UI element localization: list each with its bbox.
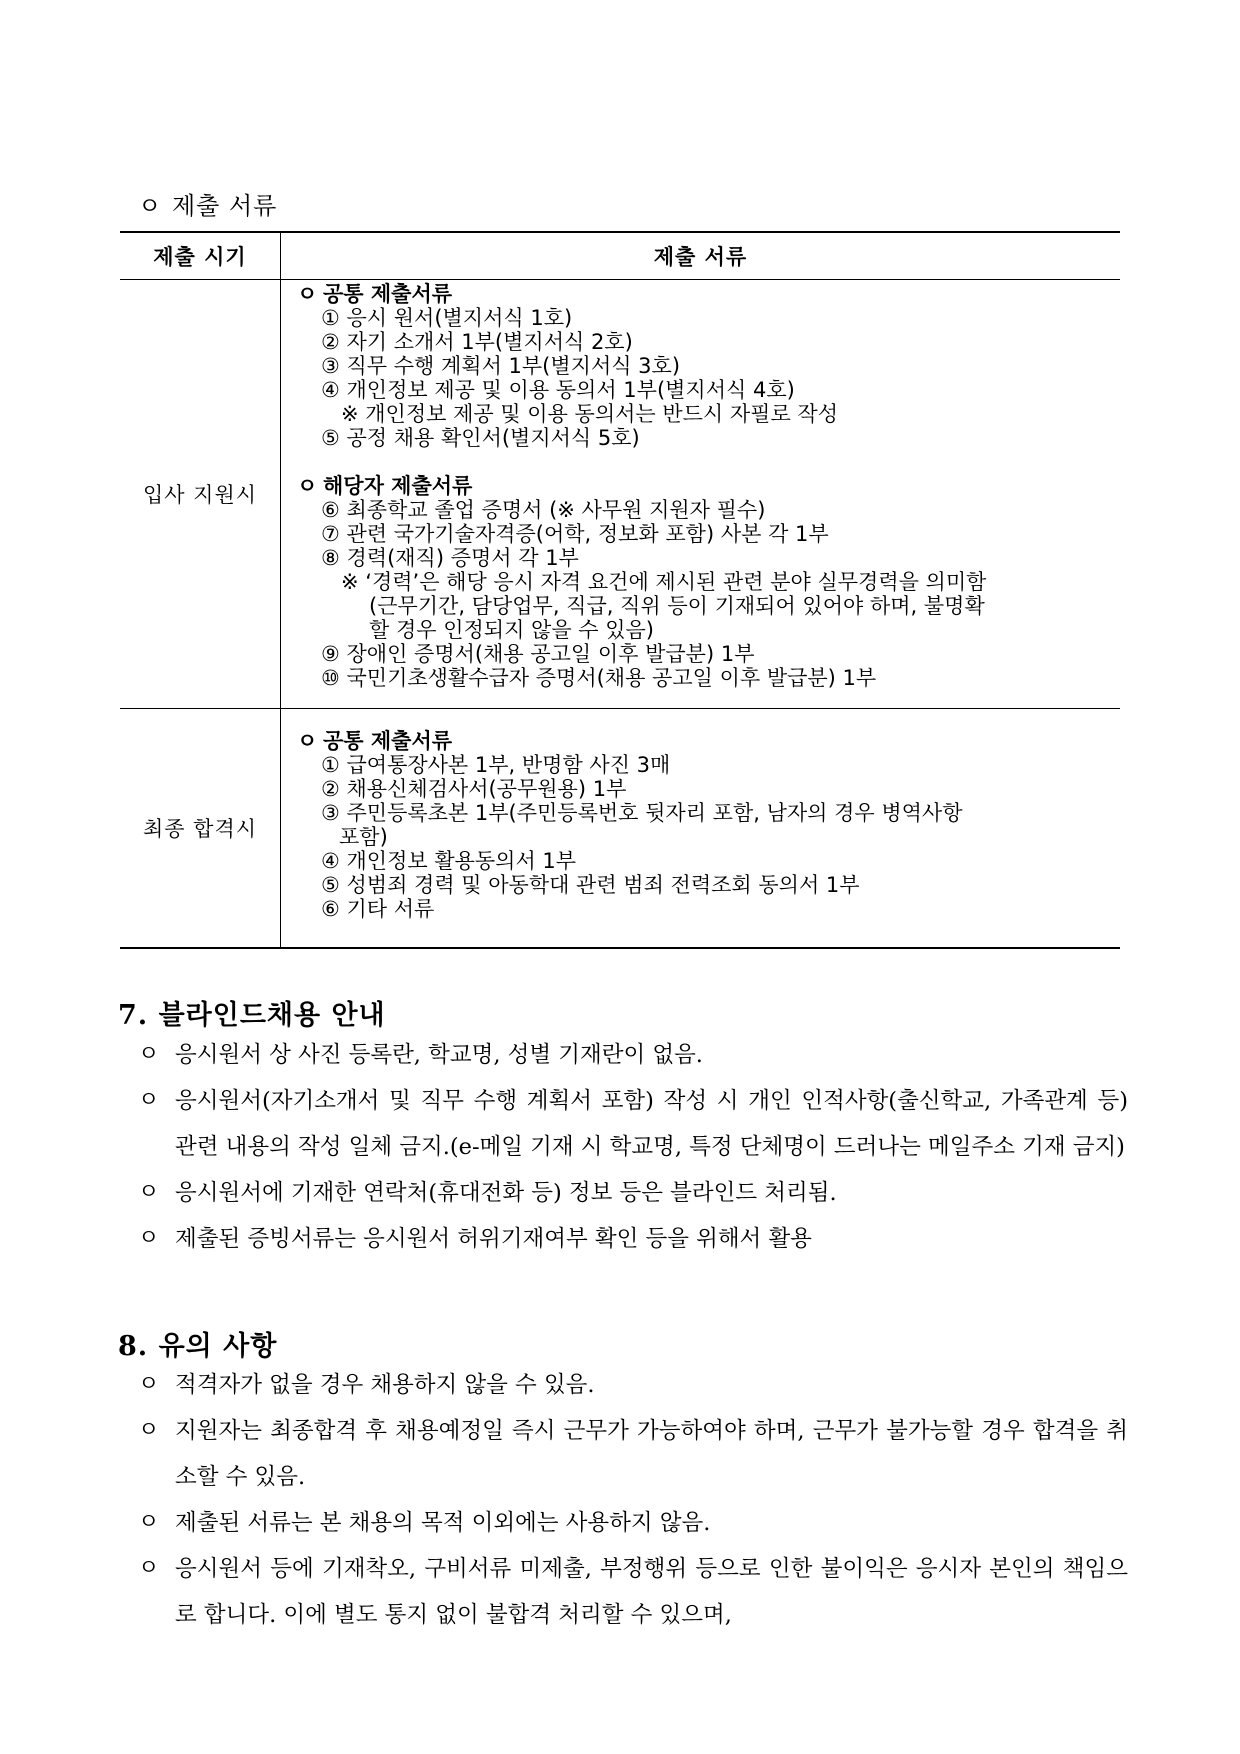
group-title-text: 해당자 제출서류 xyxy=(323,474,473,498)
table-row xyxy=(120,280,1120,709)
list-item: ㅇ 제출된 서류는 본 채용의 목적 이외에는 사용하지 않음. xyxy=(138,1500,1128,1546)
list-item: ⑦ 관련 국가기술자격증(어학, 정보화 포함) 사본 각 1부 xyxy=(321,522,829,546)
header-submission-time: 제출 시기 xyxy=(120,232,281,280)
group-title-text: 공통 제출서류 xyxy=(323,282,453,306)
circle-bullet-icon: ㅇ xyxy=(297,474,318,498)
list-item: ⑤ 공정 채용 확인서(별지서식 5호) xyxy=(321,426,640,450)
note-item: ※ ‘경력’은 해당 응시 자격 요건에 제시된 관련 분야 실무경력을 의미함 xyxy=(341,570,987,594)
group-title-common xyxy=(297,729,1112,753)
circle-bullet-icon: ㅇ xyxy=(138,1556,160,1581)
list-item: ⑥ 최종학교 졸업 증명서 (※ 사무원 지원자 필수) xyxy=(321,498,766,522)
list-item: ㅇ 적격자가 없을 경우 채용하지 않을 수 있음. xyxy=(138,1362,1128,1408)
list-item: ㅇ 응시원서 등에 기재착오, 구비서류 미제출, 부정행위 등으로 인한 불이익은 응시자 본인의 책임으로 합니다. 이에 별도 통지 없이 불합격 처리할 수 있으며, xyxy=(138,1546,1128,1638)
circle-bullet-icon: ㅇ xyxy=(138,1372,160,1397)
circle-bullet-icon: ㅇ xyxy=(138,1418,160,1443)
submission-docs-heading xyxy=(138,186,277,221)
circle-bullet-icon: ㅇ xyxy=(297,282,318,306)
group-title-conditional xyxy=(297,474,1112,498)
note-continuation: (근무기간, 담당업무, 직급, 직위 등이 기재되어 있어야 하며, 불명확 xyxy=(369,594,985,618)
table-row xyxy=(120,709,1120,949)
list-item: ③ 직무 수행 계획서 1부(별지서식 3호) xyxy=(321,354,681,378)
list-item: ㅇ 제출된 증빙서류는 응시원서 허위기재여부 확인 등을 위해서 활용 xyxy=(138,1216,1128,1262)
group-title-text: 공통 제출서류 xyxy=(323,729,453,753)
list-item: ② 채용신체검사서(공무원용) 1부 xyxy=(321,777,627,801)
row-documents-application xyxy=(281,280,1121,709)
header-submission-documents: 제출 서류 xyxy=(281,232,1121,280)
list-item: ⑩ 국민기초생활수급자 증명서(채용 공고일 이후 발급분) 1부 xyxy=(321,666,877,690)
list-item: ⑤ 성범죄 경력 및 아동학대 관련 범죄 전력조회 동의서 1부 xyxy=(321,873,860,897)
list-item: ① 급여통장사본 1부, 반명함 사진 3매 xyxy=(321,753,671,777)
list-item: ④ 개인정보 활용동의서 1부 xyxy=(321,849,577,873)
circle-bullet-icon: ㅇ xyxy=(138,1088,160,1113)
section-7-list xyxy=(138,1032,1128,1262)
list-item: ㅇ 응시원서에 기재한 연락처(휴대전화 등) 정보 등은 블라인드 처리됨. xyxy=(138,1170,1128,1216)
list-item: ⑨ 장애인 증명서(채용 공고일 이후 발급분) 1부 xyxy=(321,642,755,666)
section-7-title: 7. 블라인드채용 안내 xyxy=(118,1000,386,1031)
list-item: ㅇ 지원자는 최종합격 후 채용예정일 즉시 근무가 가능하여야 하며, 근무가 불가능할 경우 합격을 취소할 수 있음. xyxy=(138,1408,1128,1500)
list-item: ⑥ 기타 서류 xyxy=(321,897,435,921)
circle-bullet-icon: ㅇ xyxy=(138,1180,160,1205)
list-item: ① 응시 원서(별지서식 1호) xyxy=(321,306,573,330)
row-when-application: 입사 지원시 xyxy=(120,280,281,709)
list-item: ④ 개인정보 제공 및 이용 동의서 1부(별지서식 4호) xyxy=(321,378,795,402)
submission-documents-table xyxy=(120,231,1120,949)
list-item: ③ 주민등록초본 1부(주민등록번호 뒷자리 포함, 남자의 경우 병역사항 xyxy=(321,801,963,825)
list-item: ⑧ 경력(재직) 증명서 각 1부 xyxy=(321,546,579,570)
group-title-common xyxy=(297,282,1112,306)
note-item: ※ 개인정보 제공 및 이용 동의서는 반드시 자필로 작성 xyxy=(341,402,839,426)
circle-bullet-icon: ㅇ xyxy=(138,1226,160,1251)
list-item: ② 자기 소개서 1부(별지서식 2호) xyxy=(321,330,633,354)
submission-docs-label: 제출 서류 xyxy=(172,192,278,220)
row-when-final-pass: 최종 합격시 xyxy=(120,709,281,949)
list-item: ㅇ 응시원서 상 사진 등록란, 학교명, 성별 기재란이 없음. xyxy=(138,1032,1128,1078)
circle-bullet-icon: ㅇ xyxy=(138,1042,160,1067)
item-continuation: 포함) xyxy=(339,825,388,849)
section-8-title: 8. 유의 사항 xyxy=(118,1331,278,1362)
circle-bullet-icon: ㅇ xyxy=(138,192,163,220)
table-header-row xyxy=(120,232,1120,280)
note-continuation: 할 경우 인정되지 않을 수 있음) xyxy=(369,618,655,642)
circle-bullet-icon: ㅇ xyxy=(297,729,318,753)
section-8-list xyxy=(138,1362,1128,1638)
circle-bullet-icon: ㅇ xyxy=(138,1510,160,1535)
row-documents-final-pass xyxy=(281,709,1121,949)
list-item: ㅇ 응시원서(자기소개서 및 직무 수행 계획서 포함) 작성 시 개인 인적사항(출신학교, 가족관계 등) 관련 내용의 작성 일체 금지.(e-메일 기재 시 학교명, 특정 단체명이 드러나는 메일주소 기재 금지) xyxy=(138,1078,1128,1170)
